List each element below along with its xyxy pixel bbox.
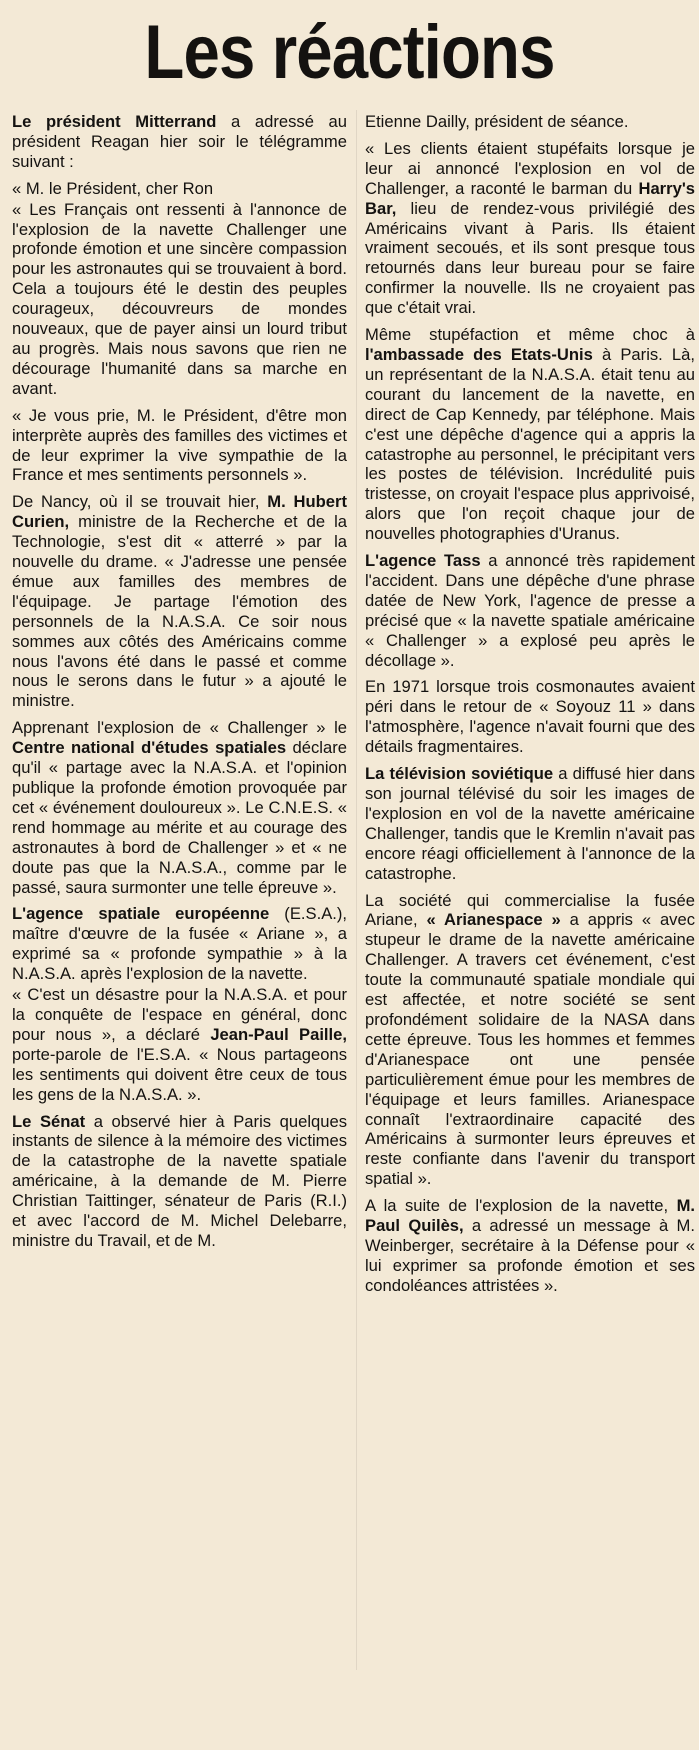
paragraph [365,325,695,544]
paragraph [12,718,347,897]
paragraph [365,139,695,318]
text: lieu de rendez-vous privilégié des Américains vivant à Paris. Ils étaient vraiment secoués, et ils sont presque tous retournés dans leur bureau pour se faire confirmer la nouvelle. Ils ne croyaient pas que c'était vrai. [365,198,695,318]
paragraph: Etienne Dailly, président de séance. [365,112,629,131]
text: « C'est un désastre pour la N.A.S.A. et pour la conquête de l'espace en général, donc pour nous », a déclaré [12,985,347,1044]
paragraph: « Les Français ont ressenti à l'annonce de l'explosion de la navette Challenger une profonde émotion et une sincère compassion pour les astronautes qui se trouvaient à bord. Cela a toujours été le destin des peuples courageux, découvreurs de mondes nouveaux, que de payer ainsi un lourd tribut au progrès. Mais nous savons que rien ne décourage l'humanité dans sa marche en avant. [12,199,347,398]
bold-lead: L'agence spatiale européenne [12,904,270,924]
paragraph [365,764,695,883]
text: « Les clients étaient stupéfaits lorsque je leur ai annoncé l'explosion en vol de Challenger, a raconté le barman du [365,138,695,198]
bold-name: Centre national d'études spatiales [12,738,287,758]
bold-name: l'ambassade des Etats-Unis [365,344,593,364]
paragraph [12,112,347,172]
right-column [365,112,695,1303]
bold-name: Jean-Paul Paille, [210,1024,347,1044]
text: a observé hier à Paris quelques instants de silence à la mémoire des victimes de la catastrophe de la navette spatiale américaine, à la demande de M. Pierre Christian Taittinger, sénateur de Paris (R.I.) et avec l'accord de M. Michel Delebarre, ministre du Travail, et de M. [12,1111,347,1250]
paragraph: « M. le Président, cher Ron [12,178,214,198]
bold-lead: La télévision soviétique [365,764,554,784]
bold-lead: Le président Mitterrand [12,112,217,131]
paragraph [12,1112,347,1251]
text: (E.S.A.), maître d'œuvre de la fusée « Ariane », a exprimé sa « profonde sympathie » à la N.A.S.A. après l'explosion de la navette. [12,904,348,984]
paragraph: En 1971 lorsque trois cosmonautes avaient péri dans le retour de « Soyouz 11 » dans l'atmosphère, l'agence n'avait fourni que des détails fragmentaires. [365,677,695,757]
text: A la suite de l'explosion de la navette, [365,1196,677,1216]
text: De Nancy, où il se trouvait hier, [12,492,268,512]
bold-name: M. Paul Quilès, [365,1196,695,1236]
paragraph [365,551,695,670]
bold-name: « Arianespace » [426,910,561,930]
paragraph [12,904,347,984]
text: porte-parole de l'E.S.A. « Nous partageons les sentiments qui doivent être ceux de tous les gens de la N.A.S.A. ». [12,1044,347,1104]
bold-name: Harry's Bar, [365,178,695,218]
text: a adressé au président Reagan hier soir le télégramme suivant : [12,112,347,171]
bold-name: M. Hubert Curien, [12,492,347,532]
bold-lead: L'agence Tass [365,551,481,571]
headline: Les réactions [144,10,555,95]
text: Apprenant l'explosion de « Challenger » le [12,718,347,738]
text: a diffusé hier dans son journal télévisé du soir les images de l'explosion en vol de la navette américaine Challenger, tandis que le Kremlin n'avait pas encore réagi officiellement à l'annonce de la catastrophe. [365,764,696,883]
text: a annoncé très rapidement l'accident. Dans une dépêche d'une phrase datée de New York, l'agence de presse a précisé que « la navette spatiale américaine « Challenger » a explosé peu après le décollage ». [365,551,695,670]
text: à Paris. Là, un représentant de la N.A.S.A. était tenu au courant du lancement de la navette, en direct de Cap Kennedy, par téléphone. Mais c'est une dépêche d'agence qui a appris la catastrophe au personnel, le précipitant vers les postes de télévision. Incrédulité puis tristesse, on croyait l'espace plus apprivoisé, alors que l'on reçoit chaque jour de nouvelles photographies d'Uranus. [365,344,695,544]
text: déclare qu'il « partage avec la N.A.S.A. et l'opinion publique la profonde émotion provoquée par cet « événement douloureux ». Le C.N.E.S. « rend hommage au mérite et au courage des astronautes à bord de Challenger » et « ne doute pas que la N.A.S.A., comme par le passé, saura surmonter une telle épreuve ». [12,738,347,897]
text: a adressé un message à M. Weinberger, secrétaire à la Défense pour « lui exprimer sa profonde émotion et ses condoléances attristées ». [365,1216,695,1295]
text: ministre de la Recherche et de la Technologie, s'est dit « atterré » par la nouvelle du drame. « J'adresse une pensée émue aux familles des membres de l'équipage. Je partage l'émotion des personnels de la N.A.S.A. Ce soir nous sommes aux côtés des Américains comme nous l'avons été dans le passé et comme nous le serons dans le futur » a ajouté le ministre. [12,512,347,711]
left-column [12,112,347,1258]
paragraph [12,492,347,711]
text: La société qui commercialise la fusée Ariane, [365,890,695,930]
bold-lead: Le Sénat [12,1111,86,1131]
text: a appris « avec stupeur le drame de la navette américaine Challenger. A travers cet événement, c'est toute la communauté spatiale mondiale qui est affectée, et notre société se sent profondément solidaire de la NASA dans cette épreuve. Tous les hommes et femmes d'Arianespace ont une pensée particulièrement émue pour les membres de l'équipage et leurs familles. Arianespace connaît l'extraordinaire capacité des Américains à surmonter leurs épreuves et reste confiante dans l'avenir du transport spatial ». [365,910,696,1189]
paragraph [365,1196,695,1296]
paragraph [12,985,347,1104]
paragraph: « Je vous prie, M. le Président, d'être mon interprète auprès des familles des victimes et de leur exprimer la vive sympathie de la France et mes sentiments personnels ». [12,405,347,485]
column-divider [356,110,357,1670]
text: Même stupéfaction et même choc à [365,325,695,345]
paragraph [365,891,695,1190]
